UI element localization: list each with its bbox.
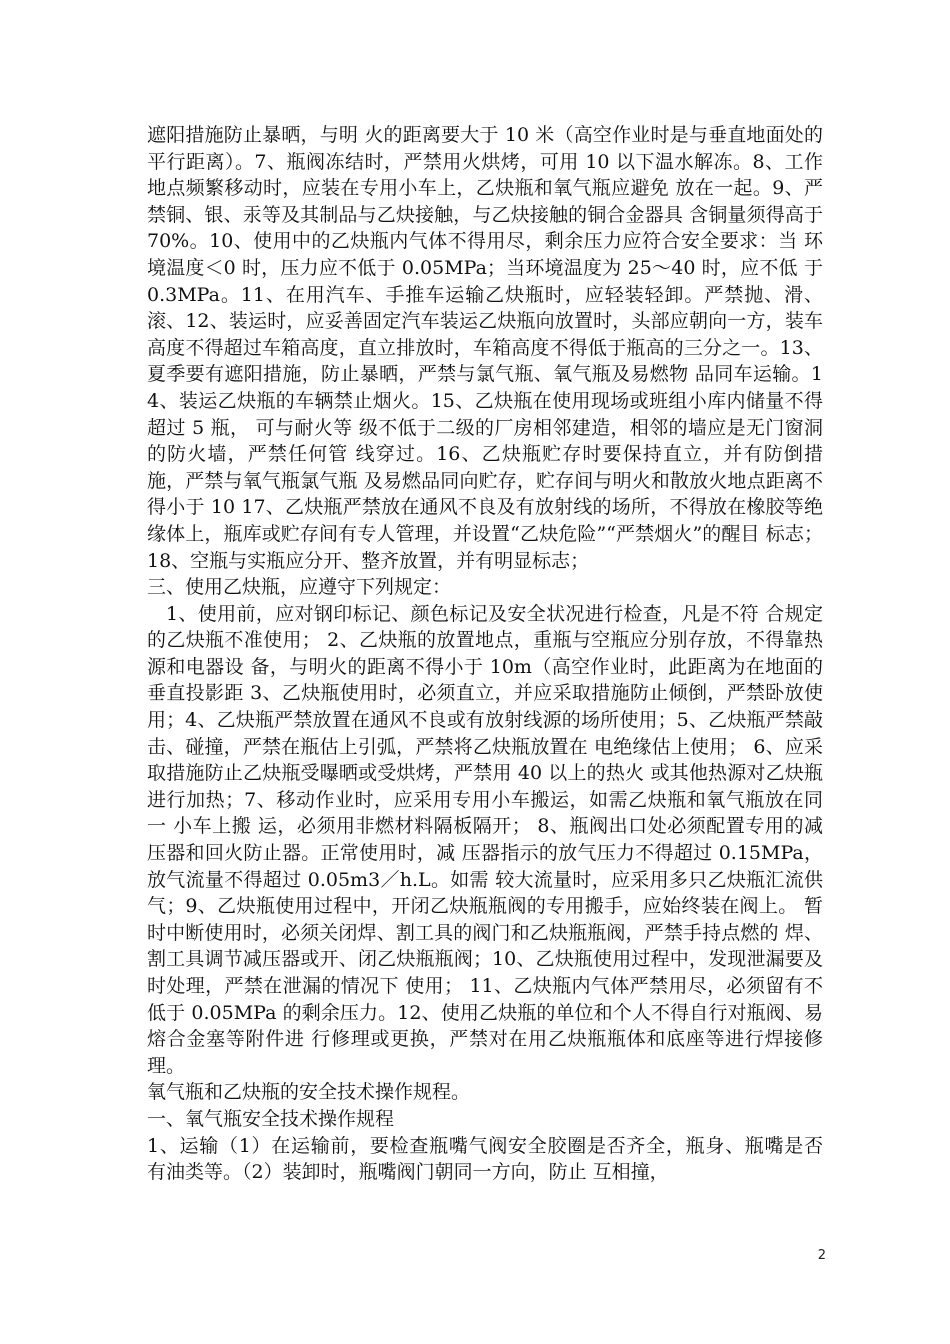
document-body xyxy=(147,122,823,1186)
paragraph-acetylene-usage-rules: 1、使用前，应对钢印标记、颜色标记及安全状况进行检查，凡是不符 合规定的乙炔瓶不准使用； 2、乙炔瓶的放置地点，重瓶与空瓶应分别存放，不得靠热源和电器设 备，与明火的距离不得小于 10m（高空作业时，此距离为在地面的垂直投影距 3、乙炔瓶使用时，必须直立，并应采取措施防止倾倒，严禁卧放使用；4、乙炔瓶严禁放置在通风不良或有放射线源的场所使用；5、乙炔瓶严禁敲击、碰撞，严禁在瓶估上引弧，严禁将乙炔瓶放置在 电绝缘估上使用； 6、应采取措施防止乙炔瓶受曝晒或受烘烤，严禁用 40 以上的热火 或其他热源对乙炔瓶进行加热；7、移动作业时，应采用专用小车搬运，如需乙炔瓶和氧气瓶放在同一 小车上搬 运，必须用非燃材料隔板隔开； 8、瓶阀出口处必须配置专用的减压器和回火防止器。正常使用时，减 压器指示的放气压力不得超过 0.15MPa，放气流量不得超过 0.05m3／h.L。如需 较大流量时，应采用多只乙炔瓶汇流供气；9、乙炔瓶使用过程中，开闭乙炔瓶瓶阀的专用搬手，应始终装在阀上。 暂时中断使用时，必须关闭焊、割工具的阀门和乙炔瓶瓶阀，严禁手持点燃的 焊、割工具调节减压器或开、闭乙炔瓶瓶阀；10、乙炔瓶使用过程中，发现泄漏要及时处理，严禁在泄漏的情况下 使用； 11、乙炔瓶内气体严禁用尽，必须留有不低于 0.05MPa 的剩余压力。12、使用乙炔瓶的单位和个人不得自行对瓶阀、易熔合金塞等附件进 行修理或更换，严禁对在用乙炔瓶瓶体和底座等进行焊接修理。 xyxy=(147,602,823,1077)
section-heading-oxygen-cylinder: 一、氧气瓶安全技术操作规程 xyxy=(147,1107,395,1130)
page-number: 2 xyxy=(817,1248,826,1263)
paragraph-acetylene-storage-rules: 遮阳措施防止暴晒，与明 火的距离要大于 10 米（高空作业时是与垂直地面处的平行距离）。7、瓶阀冻结时，严禁用火烘烤，可用 10 以下温水解冻。8、工作地点频繁移动时，应装在专用小车上，乙炔瓶和氧气瓶应避免 放在一起。9、严禁铜、银、汞等及其制品与乙炔接触，与乙炔接触的铜合金器具 含铜量须得高于 70%。10、使用中的乙炔瓶内气体不得用尽，剩余压力应符合安全要求：当 环境温度＜0 时，压力应不低于 0.05MPa；当环境温度为 25～40 时，应不低 于 0.3MPa。11、在用汽车、手推车运输乙炔瓶时，应轻装轻卸。严禁抛、滑、滚、12、装运时，应妥善固定汽车装运乙炔瓶向放置时，头部应朝向一方，装车高度不得超过车箱高度，直立排放时，车箱高度不得低于瓶高的三分之一。13、夏季要有遮阳措施，防止暴晒，严禁与氯气瓶、氧气瓶及易燃物 品同车运输。14、装运乙炔瓶的车辆禁止烟火。15、乙炔瓶在使用现场或班组小库内储量不得超过 5 瓶， 可与耐火等 级不低于二级的厂房相邻建造，相邻的墙应是无门窗洞的防火墙，严禁任何管 线穿过。16、乙炔瓶贮存时要保持直立，并有防倒措施，严禁与氧气瓶氯气瓶 及易燃品同向贮存，贮存间与明火和散放火地点距离不得小于 10 17、乙炔瓶严禁放在通风不良及有放射线的场所，不得放在橡胶等绝缘体上，瓶库或贮存间有专人管理，并设置“乙炔危险”“严禁烟火”的醒目 标志；18、空瓶与实瓶应分开、整齐放置，并有明显标志； xyxy=(147,124,823,572)
document-heading-safety-procedures: 氧气瓶和乙炔瓶的安全技术操作规程。 xyxy=(147,1081,471,1104)
paragraph-oxygen-transport: 1、运输（1）在运输前，要检查瓶嘴气阀安全胶圈是否齐全，瓶身、瓶嘴是否 有油类等。（2）装卸时，瓶嘴阀门朝同一方向，防止 互相撞， xyxy=(147,1134,823,1184)
section-heading-using-acetylene: 三、使用乙炔瓶，应遵守下列规定： xyxy=(147,576,452,599)
